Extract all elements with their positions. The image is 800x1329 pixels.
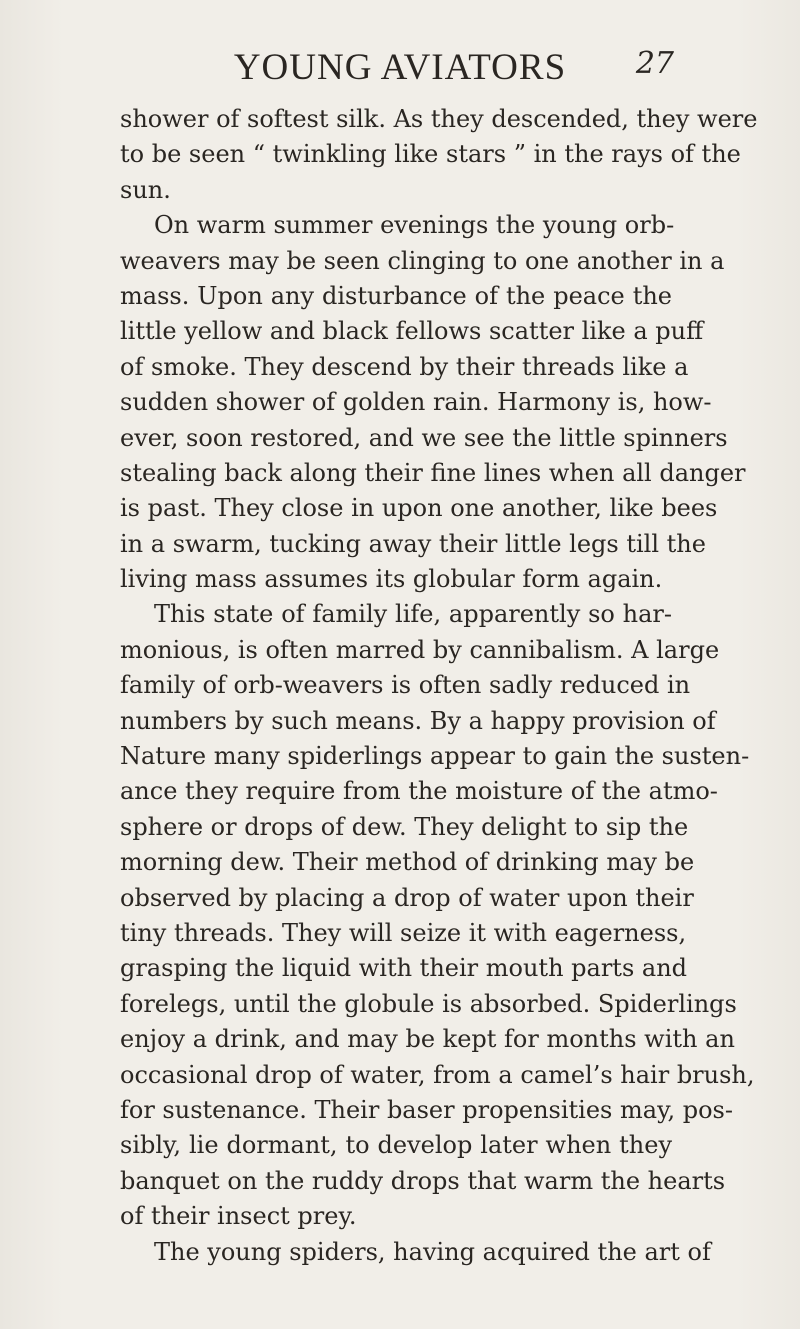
text-line: in a swarm, tucking away their little legs till the xyxy=(120,529,706,558)
text-line: mass. Upon any disturbance of the peace the xyxy=(120,281,672,310)
text-line: is past. They close in upon one another, like bees xyxy=(120,494,718,523)
text-line: ance they require from the moisture of the atmo- xyxy=(120,777,718,806)
text-line: This state of family life, apparently so har- xyxy=(154,600,672,629)
text-line: enjoy a drink, and may be kept for months with an xyxy=(120,1025,735,1054)
text-line: morning dew. Their method of drinking may be xyxy=(120,848,695,877)
text-line: tiny threads. They will seize it with eagerness, xyxy=(120,918,687,947)
text-line: On warm summer evenings the young orb- xyxy=(154,211,675,240)
text-line: weavers may be seen clinging to one another in a xyxy=(120,246,725,275)
text-line: to be seen “ twinkling like stars ” in the rays of the xyxy=(120,140,741,169)
text-line: sudden shower of golden rain. Harmony is, how- xyxy=(120,388,712,417)
text-line: banquet on the ruddy drops that warm the hearts xyxy=(120,1166,726,1195)
page-number: 27 xyxy=(635,46,674,81)
text-line: observed by placing a drop of water upon their xyxy=(120,883,694,912)
text-line: forelegs, until the globule is absorbed. Spiderlings xyxy=(120,989,737,1018)
text-line: family of orb-weavers is often sadly reduced in xyxy=(120,671,691,700)
text-line: of smoke. They descend by their threads like a xyxy=(120,352,689,381)
body-text xyxy=(120,102,758,1270)
text-line: little yellow and black fellows scatter like a puff xyxy=(120,317,704,346)
text-line: Nature many spiderlings appear to gain the susten- xyxy=(120,742,750,771)
text-line: living mass assumes its globular form again. xyxy=(120,565,663,594)
text-line: sphere or drops of dew. They delight to sip the xyxy=(120,812,689,841)
chapter-title: YOUNG AVIATORS xyxy=(233,47,567,88)
text-line: of their insect prey. xyxy=(120,1202,357,1231)
text-line: shower of softest silk. As they descended, they were xyxy=(120,105,758,133)
text-line: sibly, lie dormant, to develop later when they xyxy=(120,1131,672,1160)
text-line: stealing back along their fine lines when all danger xyxy=(120,458,746,487)
text-line: monious, is often marred by cannibalism. A large xyxy=(120,635,720,664)
running-head xyxy=(0,42,800,98)
text-line: grasping the liquid with their mouth parts and xyxy=(120,954,688,983)
text-line: numbers by such means. By a happy provision of xyxy=(120,706,716,735)
text-line: occasional drop of water, from a camel’s hair brush, xyxy=(120,1060,755,1089)
text-line: for sustenance. Their baser propensities may, pos- xyxy=(120,1095,733,1124)
text-line: ever, soon restored, and we see the little spinners xyxy=(120,423,728,452)
text-line: sun. xyxy=(120,175,171,204)
text-line: The young spiders, having acquired the art of xyxy=(154,1237,711,1266)
